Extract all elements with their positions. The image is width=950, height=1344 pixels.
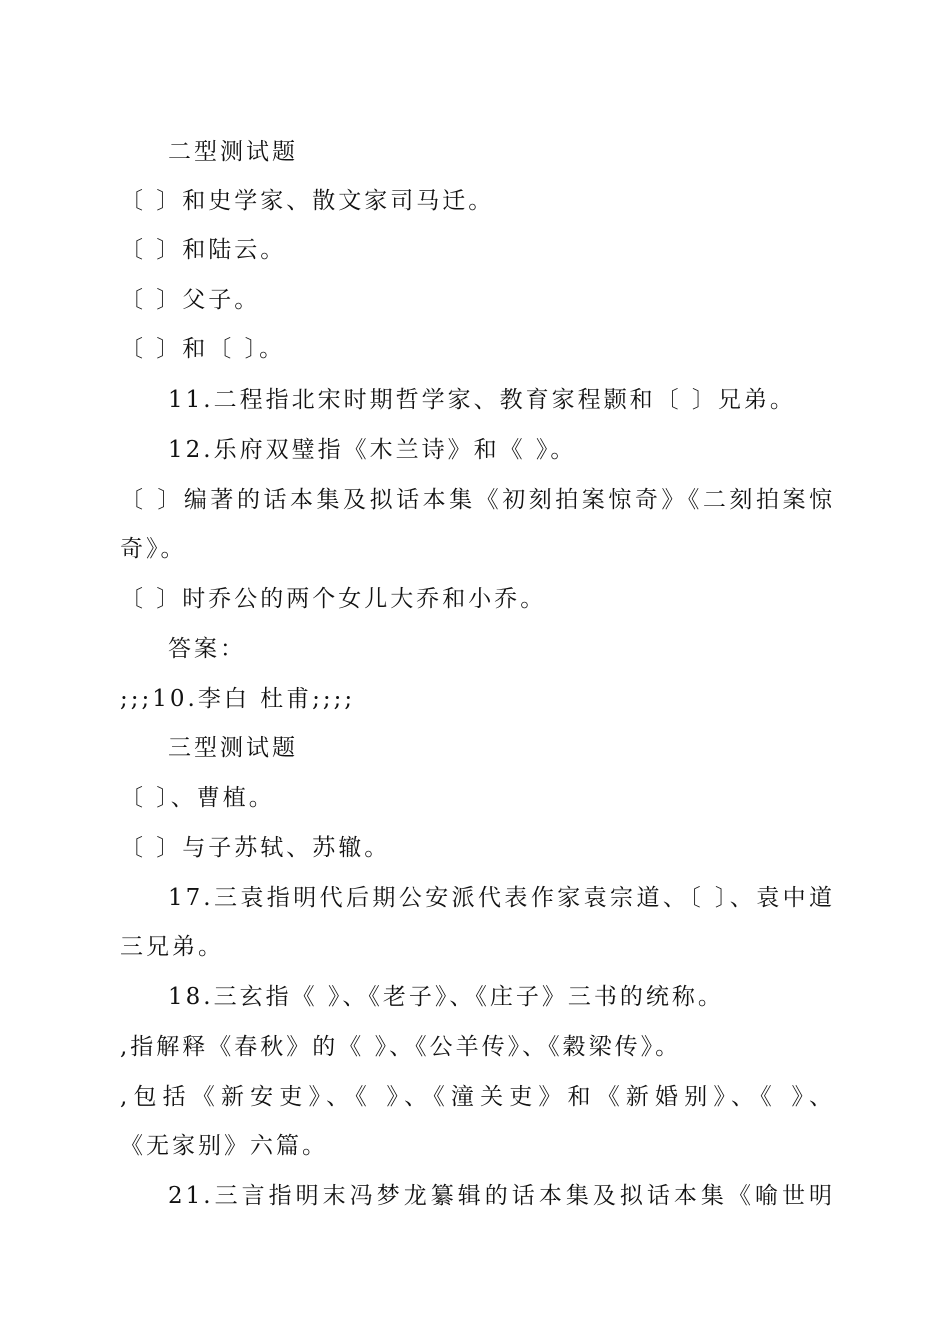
section-heading-3: 三型测试题 xyxy=(168,735,298,761)
question-21: 21.三言指明末冯梦龙纂辑的话本集及拟话本集《喻世明 xyxy=(168,1183,835,1209)
question-line: 〔 〕时乔公的两个女儿大乔和小乔。 xyxy=(120,586,547,612)
question-line: ,指解释《春秋》的《 》、《公羊传》、《穀梁传》。 xyxy=(120,1034,682,1060)
question-line: 〔 〕编著的话本集及拟话本集《初刻拍案惊奇》《二刻拍案惊 xyxy=(120,487,835,513)
question-12: 12.乐府双璧指《木兰诗》和《 》。 xyxy=(168,437,577,463)
answer-line: ;;;10.李白 杜甫;;;; xyxy=(120,686,356,712)
question-line: 〔 〕和陆云。 xyxy=(120,237,287,263)
section-heading-2: 二型测试题 xyxy=(168,139,298,165)
question-line-continued: 《无家别》六篇。 xyxy=(120,1133,328,1159)
question-line: 〔 〕与子苏轼、苏辙。 xyxy=(120,835,391,861)
question-line: 〔 〕和史学家、散文家司马迁。 xyxy=(120,188,495,214)
question-line: 〔 〕和〔 〕。 xyxy=(120,336,286,362)
question-18: 18.三玄指《 》、《老子》、《庄子》三书的统称。 xyxy=(168,984,724,1010)
answer-heading: 答案： xyxy=(168,636,246,662)
question-line: 〔 〕父子。 xyxy=(120,287,261,313)
question-line: ,包括《新安吏》、《 》、《潼关吏》和《新婚别》、《 》、 xyxy=(120,1084,835,1110)
question-17: 17.三袁指明代后期公安派代表作家袁宗道、〔 〕、袁中道 xyxy=(168,885,835,911)
question-11: 11.二程指北宋时期哲学家、教育家程颢和〔 〕兄弟。 xyxy=(168,387,796,413)
question-line: 〔 〕、曹植。 xyxy=(120,785,275,811)
question-line-continued: 奇》。 xyxy=(120,536,187,562)
question-line-continued: 三兄弟。 xyxy=(120,934,224,960)
